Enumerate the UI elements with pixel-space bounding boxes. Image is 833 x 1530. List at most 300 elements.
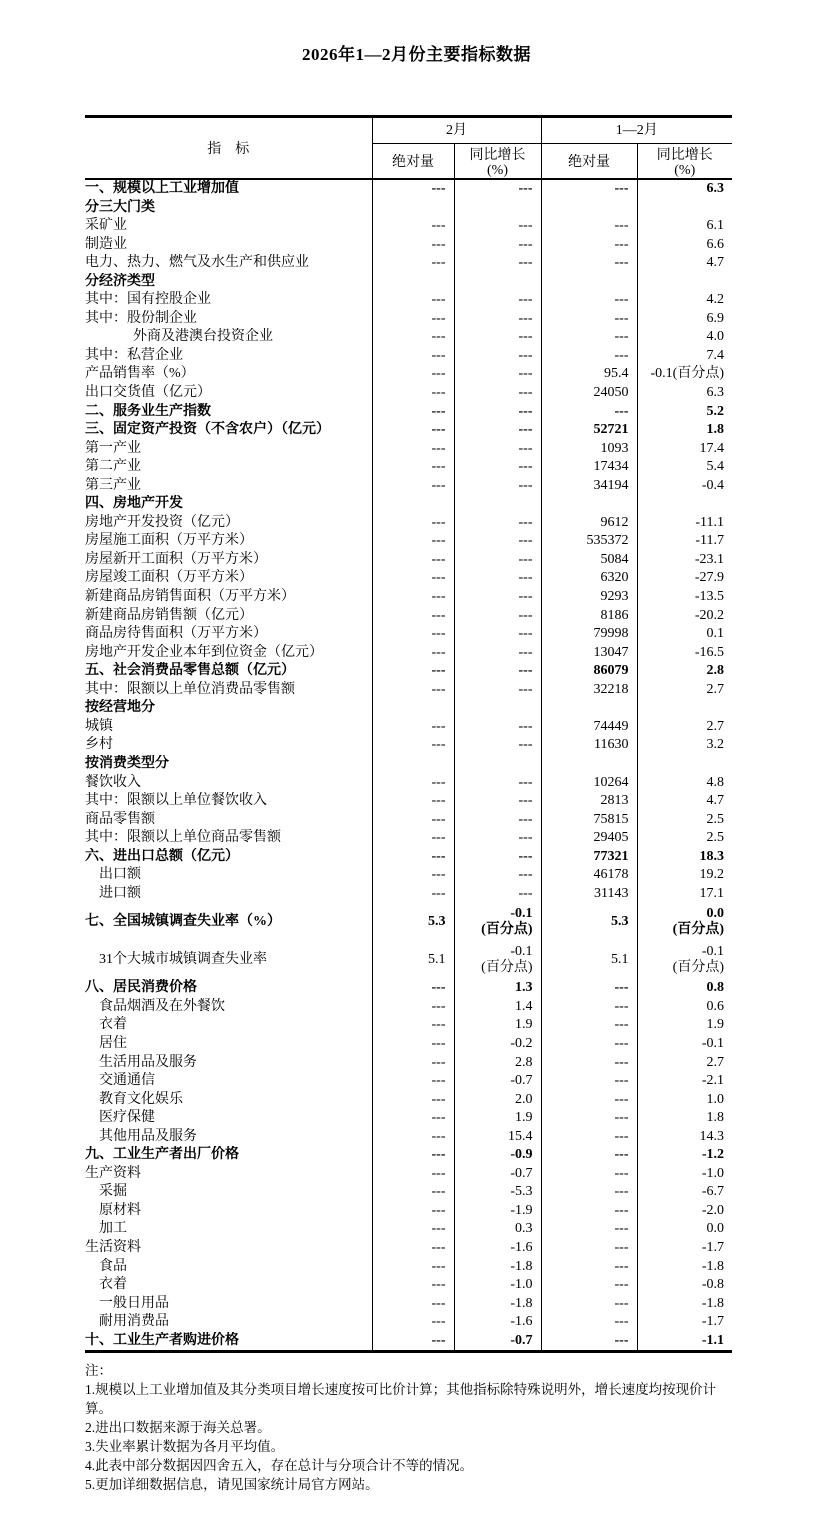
value-cell: ---: [454, 569, 541, 588]
value-cell: 52721: [541, 421, 637, 440]
value-cell: ---: [372, 998, 454, 1017]
value-cell: 18.3: [699, 848, 724, 864]
table-row: [85, 811, 732, 830]
indicator-cell: 一般日用品: [85, 1295, 372, 1314]
value-line: 0.0: [706, 906, 724, 922]
value-cell: ---: [454, 514, 541, 533]
table-row: [85, 291, 732, 310]
indicator-cell: 按经营地分: [85, 699, 372, 718]
indicator-cell: 城镇: [85, 718, 372, 737]
table-row: [85, 1239, 732, 1258]
value-cell: ---: [372, 347, 454, 366]
value-line: (百分点): [672, 960, 724, 976]
value-line: (百分点): [481, 960, 533, 976]
table-row: [85, 681, 732, 700]
note-line: 2.进出口数据来源于海关总署。: [85, 1420, 271, 1436]
table-row: [85, 1258, 732, 1277]
value-cell: 5.4: [706, 459, 724, 475]
value-cell: -0.9: [454, 1146, 541, 1165]
table-row: [85, 755, 732, 774]
value-cell: ---: [541, 1165, 637, 1184]
value-cell: ---: [541, 1295, 637, 1314]
indicator-cell: 食品烟酒及在外餐饮: [85, 998, 372, 1017]
value-cell: -11.1: [695, 514, 724, 530]
value-cell: ---: [541, 1016, 637, 1035]
table-row: [85, 514, 732, 533]
value-cell: 74449: [541, 718, 637, 737]
note-line: 1.规模以上工业增加值及其分类项目增长速度按可比价计算；其他指标除特殊说明外，增长速度均按现价计算。: [85, 1382, 717, 1417]
indicator-cell: 房地产开发企业本年到位资金（亿元）: [85, 644, 372, 663]
value-cell: ---: [454, 644, 541, 663]
table-row: [85, 998, 732, 1017]
value-cell: ---: [372, 848, 454, 867]
value-cell: [372, 755, 454, 774]
table-row: [85, 1091, 732, 1110]
table-row: [85, 848, 732, 867]
indicator-cell: 生产资料: [85, 1165, 372, 1184]
value-cell: ---: [541, 254, 637, 273]
indicator-cell: 乡村: [85, 736, 372, 755]
value-cell: ---: [372, 1072, 454, 1091]
table-row: [85, 1295, 732, 1314]
indicator-cell: 七、全国城镇调查失业率（%）: [85, 903, 372, 941]
value-cell: ---: [372, 811, 454, 830]
table-row: [85, 217, 732, 236]
value-cell: 3.2: [706, 737, 724, 753]
value-cell: ---: [541, 236, 637, 255]
value-cell: ---: [541, 1072, 637, 1091]
value-cell: ---: [454, 179, 541, 199]
indicator-cell: 第三产业: [85, 477, 372, 496]
table-row: [85, 403, 732, 422]
value-cell: 1.9: [454, 1109, 541, 1128]
value-cell: 5.1: [541, 941, 637, 979]
value-cell: 0.0: [706, 1221, 724, 1237]
value-cell: ---: [372, 885, 454, 904]
value-cell: 75815: [541, 811, 637, 830]
value-cell: -0.2: [454, 1035, 541, 1054]
value-cell: ---: [372, 1109, 454, 1128]
value-cell: -0.7: [454, 1072, 541, 1091]
value-cell: [372, 273, 454, 292]
value-cell: ---: [372, 1183, 454, 1202]
value-cell: [454, 699, 541, 718]
value-cell: [454, 755, 541, 774]
value-cell: ---: [372, 792, 454, 811]
value-cell: ---: [372, 384, 454, 403]
value-cell: ---: [372, 365, 454, 384]
value-cell: ---: [372, 569, 454, 588]
value-cell: 4.7: [706, 793, 724, 809]
value-cell: ---: [372, 718, 454, 737]
table-row: [85, 662, 732, 681]
indicator-cell: 四、房地产开发: [85, 495, 372, 514]
table-row: [85, 1276, 732, 1295]
value-cell: -1.0: [701, 1165, 724, 1181]
value-cell: [541, 699, 637, 718]
value-cell: 535372: [541, 532, 637, 551]
value-cell: 5.2: [706, 403, 724, 419]
yoy-unit: (%): [674, 163, 696, 178]
value-cell: ---: [372, 179, 454, 199]
value-cell: ---: [541, 1239, 637, 1258]
value-cell: [637, 755, 732, 774]
value-cell: ---: [372, 644, 454, 663]
value-cell: ---: [541, 1128, 637, 1147]
table-row: [85, 1332, 732, 1352]
value-cell: ---: [541, 1109, 637, 1128]
value-cell: [454, 495, 541, 514]
value-cell: ---: [372, 254, 454, 273]
value-cell: ---: [541, 998, 637, 1017]
value-cell: ---: [372, 458, 454, 477]
value-cell: 32218: [541, 681, 637, 700]
indicators-table: [85, 115, 732, 1353]
value-cell: 6.6: [706, 236, 724, 252]
value-cell: 14.3: [699, 1128, 724, 1144]
value-cell: -1.9: [454, 1202, 541, 1221]
indicator-cell: 采矿业: [85, 217, 372, 236]
value-cell: [372, 495, 454, 514]
table-row: [85, 1016, 732, 1035]
value-cell: ---: [372, 236, 454, 255]
value-cell: 5084: [541, 551, 637, 570]
value-cell: 29405: [541, 829, 637, 848]
value-cell: ---: [372, 310, 454, 329]
value-cell: ---: [541, 979, 637, 998]
value-cell: ---: [454, 254, 541, 273]
table-row: [85, 736, 732, 755]
indicator-cell: 其中：限额以上单位消费品零售额: [85, 681, 372, 700]
indicator-cell: 耐用消费品: [85, 1313, 372, 1332]
value-cell: [637, 199, 732, 218]
table-row: [85, 941, 732, 979]
value-cell: ---: [541, 1183, 637, 1202]
table-row: [85, 179, 732, 199]
indicator-cell: 十、工业生产者购进价格: [85, 1332, 372, 1352]
table-row: [85, 1054, 732, 1073]
table-row: [85, 236, 732, 255]
value-cell: ---: [372, 551, 454, 570]
indicator-cell: 商品房待售面积（万平方米）: [85, 625, 372, 644]
value-cell: ---: [541, 1202, 637, 1221]
table-row: [85, 199, 732, 218]
indicator-cell: 进口额: [85, 885, 372, 904]
value-cell: 1.8: [706, 422, 724, 438]
value-cell: ---: [372, 1146, 454, 1165]
value-cell: 0.8: [706, 980, 724, 996]
value-cell: ---: [372, 514, 454, 533]
table-row: [85, 477, 732, 496]
indicator-cell: 31个大城市城镇调查失业率: [85, 941, 372, 979]
value-cell: [541, 755, 637, 774]
indicator-cell: 第二产业: [85, 458, 372, 477]
value-cell: ---: [541, 1276, 637, 1295]
value-cell: 8186: [541, 607, 637, 626]
value-cell: ---: [454, 848, 541, 867]
value-cell: ---: [372, 1091, 454, 1110]
value-cell: -20.2: [694, 607, 724, 623]
value-cell: ---: [454, 551, 541, 570]
indicator-cell: 一、规模以上工业增加值: [85, 179, 372, 199]
indicator-cell: 教育文化娱乐: [85, 1091, 372, 1110]
value-cell: 46178: [541, 866, 637, 885]
page-title: 2026年1—2月份主要指标数据: [302, 45, 531, 64]
value-cell: -13.5: [694, 589, 724, 605]
value-cell: 95.4: [541, 365, 637, 384]
value-cell: -1.7: [701, 1314, 724, 1330]
value-cell: ---: [372, 291, 454, 310]
value-cell: 2.7: [706, 681, 724, 697]
value-cell: 0.6: [706, 998, 724, 1014]
indicator-cell: 房屋施工面积（万平方米）: [85, 532, 372, 551]
value-cell: -2.1: [701, 1073, 724, 1089]
value-cell: -1.6: [454, 1239, 541, 1258]
value-cell: ---: [372, 532, 454, 551]
header-indicator: 指 标: [85, 117, 372, 180]
value-cell: ---: [454, 310, 541, 329]
indicator-cell: 其中：限额以上单位商品零售额: [85, 829, 372, 848]
value-cell: 2.7: [706, 1054, 724, 1070]
table-row: [85, 328, 732, 347]
indicator-cell: 原材料: [85, 1202, 372, 1221]
table-row: [85, 1183, 732, 1202]
indicator-cell: 电力、热力、燃气及水生产和供应业: [85, 254, 372, 273]
indicator-cell: 二、服务业生产指数: [85, 403, 372, 422]
value-cell: -0.8: [701, 1277, 724, 1293]
indicator-cell: 餐饮收入: [85, 774, 372, 793]
table-row: [85, 885, 732, 904]
value-cell: ---: [372, 1239, 454, 1258]
indicator-cell: 生活资料: [85, 1239, 372, 1258]
table-row: [85, 866, 732, 885]
value-cell: [541, 199, 637, 218]
header-feb: 2月: [372, 117, 541, 144]
value-line: -0.1: [510, 906, 533, 922]
value-cell: [637, 273, 732, 292]
value-cell: -0.7: [454, 1165, 541, 1184]
value-cell: 6.3: [706, 181, 724, 196]
value-cell: 1.9: [454, 1016, 541, 1035]
value-cell: ---: [372, 1332, 454, 1352]
indicator-cell: 三、固定资产投资（不含农户）（亿元）: [85, 421, 372, 440]
value-cell: ---: [372, 440, 454, 459]
value-cell: ---: [454, 291, 541, 310]
value-cell: -0.7: [454, 1332, 541, 1352]
indicator-cell: 房屋新开工面积（万平方米）: [85, 551, 372, 570]
value-cell: 24050: [541, 384, 637, 403]
indicator-cell: 六、进出口总额（亿元）: [85, 848, 372, 867]
value-cell: 5.3: [372, 903, 454, 941]
value-cell: ---: [372, 1258, 454, 1277]
value-cell: ---: [454, 328, 541, 347]
indicator-cell: 产品销售率（%）: [85, 365, 372, 384]
value-cell: 11630: [541, 736, 637, 755]
value-cell: [637, 941, 732, 979]
table-row: [85, 699, 732, 718]
value-cell: ---: [454, 365, 541, 384]
value-cell: 6.3: [706, 385, 724, 401]
value-cell: -2.0: [701, 1202, 724, 1218]
value-cell: -1.6: [454, 1313, 541, 1332]
table-row: [85, 1202, 732, 1221]
value-cell: 4.8: [706, 774, 724, 790]
indicator-cell: 食品: [85, 1258, 372, 1277]
value-cell: -1.2: [701, 1147, 724, 1163]
value-cell: ---: [454, 347, 541, 366]
value-cell: ---: [372, 1276, 454, 1295]
value-cell: ---: [372, 1165, 454, 1184]
value-cell: [541, 273, 637, 292]
value-cell: ---: [454, 792, 541, 811]
value-cell: 1.0: [706, 1091, 724, 1107]
value-cell: ---: [372, 829, 454, 848]
value-cell: -5.3: [454, 1183, 541, 1202]
value-cell: ---: [372, 979, 454, 998]
value-cell: 2.5: [706, 830, 724, 846]
header-feb-yoy: [454, 144, 541, 180]
value-cell: 1.8: [706, 1110, 724, 1126]
value-cell: ---: [372, 1128, 454, 1147]
indicator-cell: 医疗保健: [85, 1109, 372, 1128]
indicator-cell: 制造业: [85, 236, 372, 255]
indicator-cell: 其他用品及服务: [85, 1128, 372, 1147]
value-cell: 9293: [541, 588, 637, 607]
table-row: [85, 792, 732, 811]
table-row: [85, 829, 732, 848]
indicator-cell: 衣着: [85, 1276, 372, 1295]
notes-label: 注：: [85, 1363, 112, 1379]
value-cell: 2.8: [454, 1054, 541, 1073]
value-cell: ---: [541, 1220, 637, 1239]
value-cell: [454, 903, 541, 941]
table-row: [85, 421, 732, 440]
note-line: 4.此表中部分数据因四舍五入，存在总计与分项合计不等的情况。: [85, 1458, 474, 1474]
value-cell: 9612: [541, 514, 637, 533]
table-row: [85, 569, 732, 588]
table-row: [85, 774, 732, 793]
value-cell: ---: [541, 347, 637, 366]
table-row: [85, 903, 732, 941]
indicator-cell: 外商及港澳台投资企业: [85, 328, 372, 347]
table-row: [85, 1035, 732, 1054]
value-cell: ---: [372, 681, 454, 700]
value-cell: -1.8: [454, 1258, 541, 1277]
value-cell: ---: [372, 1035, 454, 1054]
value-cell: 34194: [541, 477, 637, 496]
value-cell: 2.8: [706, 663, 724, 679]
value-cell: -0.1(百分点): [650, 366, 724, 382]
value-cell: ---: [454, 625, 541, 644]
value-cell: ---: [372, 403, 454, 422]
value-cell: 2.5: [706, 811, 724, 827]
value-cell: [454, 199, 541, 218]
value-line: (百分点): [481, 922, 533, 938]
value-cell: 79998: [541, 625, 637, 644]
indicator-cell: 采掘: [85, 1183, 372, 1202]
table-row: [85, 1146, 732, 1165]
value-cell: ---: [454, 217, 541, 236]
value-cell: 1.9: [706, 1017, 724, 1033]
table-row: [85, 1165, 732, 1184]
value-cell: ---: [454, 440, 541, 459]
value-cell: ---: [454, 718, 541, 737]
value-cell: ---: [372, 736, 454, 755]
value-cell: [372, 699, 454, 718]
value-cell: ---: [541, 1332, 637, 1352]
value-cell: 0.1: [706, 626, 724, 642]
note-line: 3.失业率累计数据为各月平均值。: [85, 1439, 285, 1455]
value-cell: [541, 495, 637, 514]
indicator-cell: 商品零售额: [85, 811, 372, 830]
indicator-cell: 九、工业生产者出厂价格: [85, 1146, 372, 1165]
value-cell: ---: [541, 1313, 637, 1332]
table-row: [85, 310, 732, 329]
table-row: [85, 1072, 732, 1091]
value-cell: ---: [454, 681, 541, 700]
value-cell: 15.4: [454, 1128, 541, 1147]
value-cell: ---: [541, 217, 637, 236]
table-row: [85, 495, 732, 514]
value-cell: ---: [454, 866, 541, 885]
value-cell: 17434: [541, 458, 637, 477]
value-cell: ---: [541, 291, 637, 310]
value-cell: ---: [454, 736, 541, 755]
value-cell: -1.0: [454, 1276, 541, 1295]
value-cell: 4.7: [706, 255, 724, 271]
table-header: [85, 117, 732, 180]
value-cell: -1.8: [701, 1295, 724, 1311]
indicator-cell: 房地产开发投资（亿元）: [85, 514, 372, 533]
value-cell: ---: [372, 588, 454, 607]
value-cell: [637, 903, 732, 941]
value-cell: 7.4: [706, 347, 724, 363]
value-cell: [454, 273, 541, 292]
value-cell: [454, 941, 541, 979]
value-cell: ---: [372, 1016, 454, 1035]
value-cell: ---: [372, 1295, 454, 1314]
indicator-cell: 加工: [85, 1220, 372, 1239]
value-cell: ---: [454, 774, 541, 793]
table-row: [85, 440, 732, 459]
value-cell: ---: [454, 236, 541, 255]
table-row: [85, 644, 732, 663]
value-line: -0.1: [510, 944, 533, 960]
value-cell: 13047: [541, 644, 637, 663]
value-cell: 4.0: [706, 329, 724, 345]
value-cell: ---: [372, 1054, 454, 1073]
value-cell: ---: [372, 625, 454, 644]
value-cell: ---: [454, 532, 541, 551]
value-cell: ---: [372, 866, 454, 885]
table-row: [85, 607, 732, 626]
value-cell: ---: [541, 310, 637, 329]
value-cell: 2.7: [706, 718, 724, 734]
yoy-unit: (%): [487, 163, 508, 178]
value-cell: 6.9: [706, 310, 724, 326]
notes: [85, 1361, 725, 1494]
value-cell: ---: [454, 811, 541, 830]
value-cell: -11.7: [695, 533, 724, 549]
value-cell: ---: [541, 179, 637, 199]
value-cell: -16.5: [694, 644, 724, 660]
table-row: [85, 458, 732, 477]
value-cell: -1.8: [701, 1258, 724, 1274]
indicator-cell: 八、居民消费价格: [85, 979, 372, 998]
table-row: [85, 1313, 732, 1332]
value-cell: -23.1: [694, 551, 724, 567]
indicator-cell: 交通通信: [85, 1072, 372, 1091]
